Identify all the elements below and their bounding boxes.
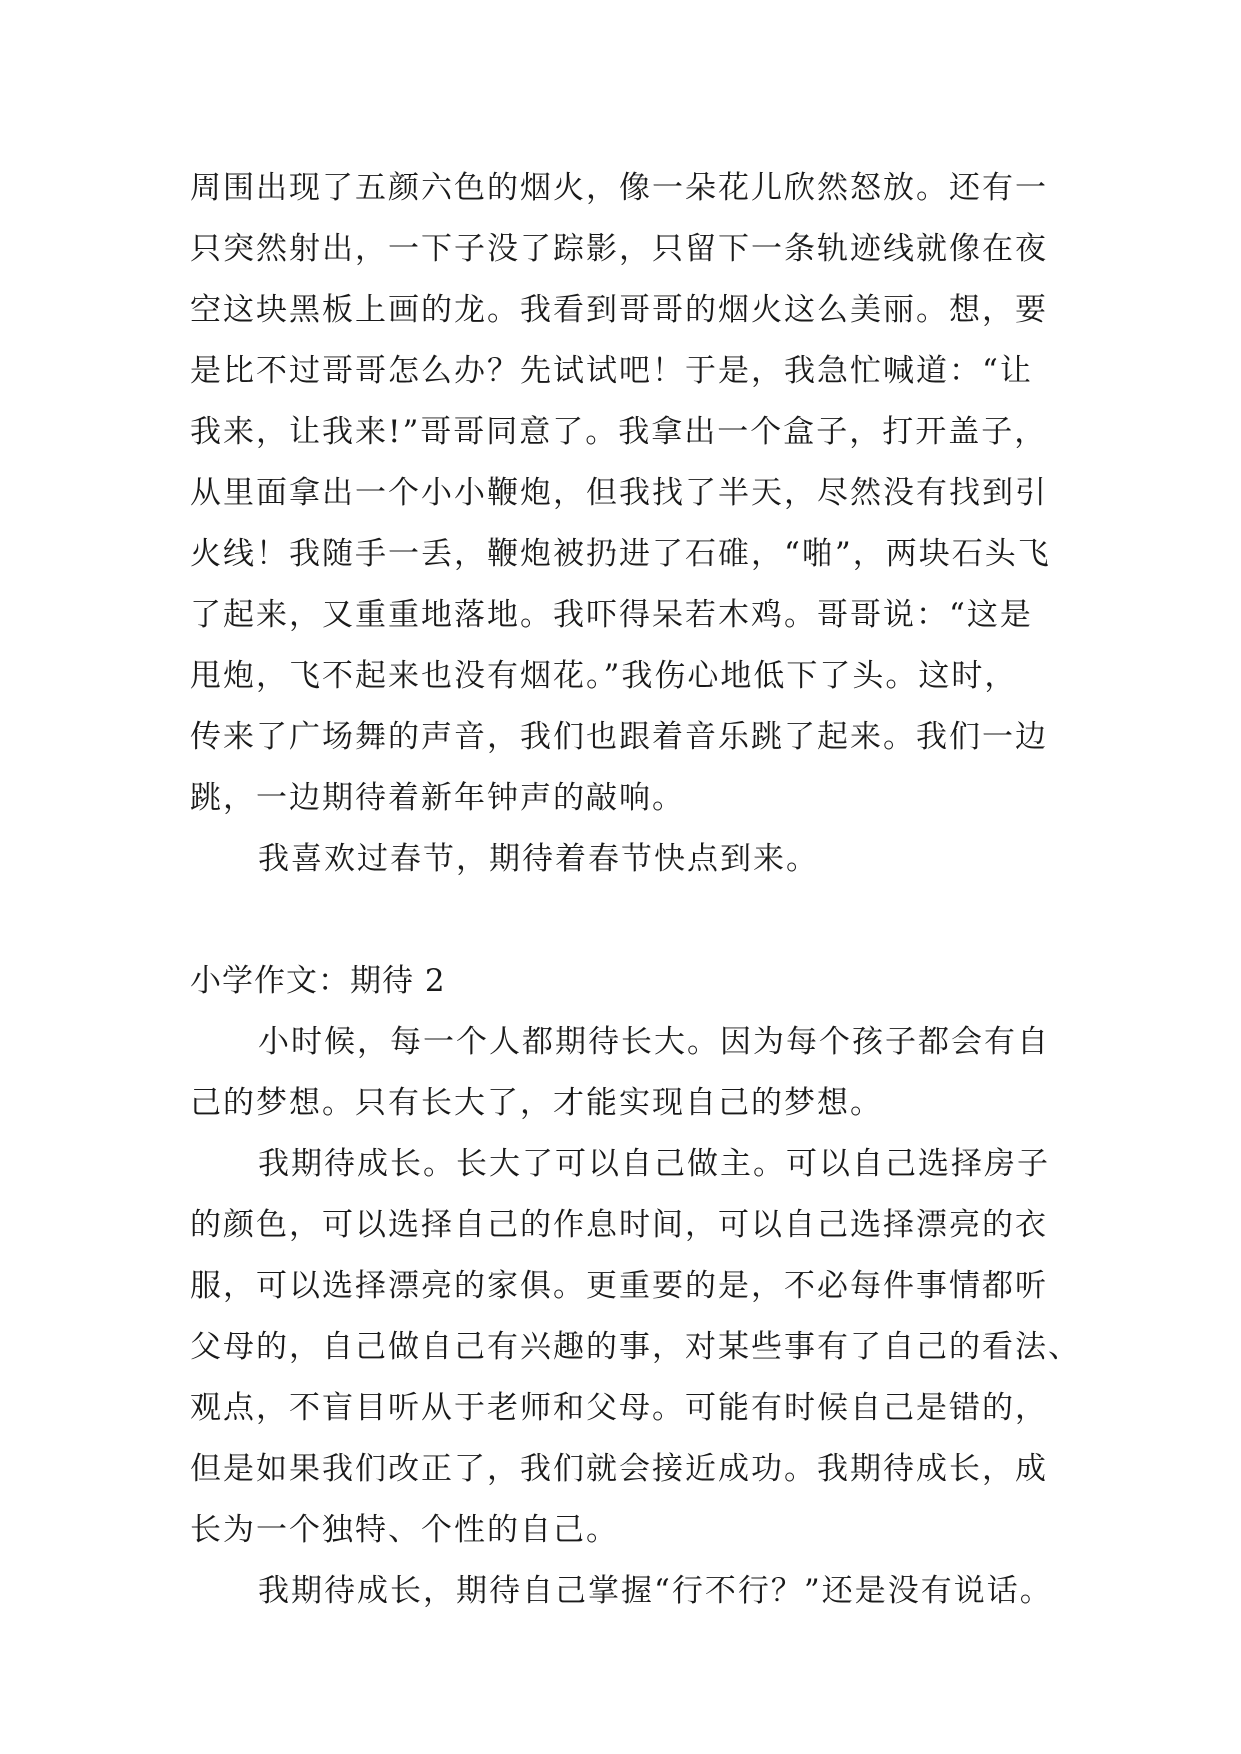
closing-paragraph: 我喜欢过春节，期待着春节快点到来。 bbox=[258, 841, 819, 877]
text-line: 观点，不盲目听从于老师和父母。可能有时候自己是错的， bbox=[190, 1390, 1048, 1426]
section-gap bbox=[190, 890, 1062, 951]
text-line: 父母的，自己做自己有兴趣的事，对某些事有了自己的看法、 bbox=[190, 1329, 1081, 1365]
paragraph-continued bbox=[190, 158, 1062, 829]
text-line: 的颜色，可以选择自己的作息时间，可以自己选择漂亮的衣 bbox=[190, 1207, 1048, 1243]
text-line: 火线！我随手一丢，鞭炮被扔进了石碓，“啪”，两块石头飞 bbox=[190, 536, 1051, 572]
text-line: 是比不过哥哥怎么办？先试试吧！于是，我急忙喊道：“让 bbox=[190, 353, 1033, 389]
text-line: 周围出现了五颜六色的烟火，像一朵花儿欣然怒放。还有一 bbox=[190, 170, 1048, 206]
text-line: 从里面拿出一个小小鞭炮，但我找了半天，尽然没有找到引 bbox=[190, 475, 1048, 511]
essay-text bbox=[190, 158, 1081, 1622]
paragraph-3 bbox=[190, 1561, 1062, 1622]
text-line: 长为一个独特、个性的自己。 bbox=[190, 1512, 619, 1548]
text-line: 跳，一边期待着新年钟声的敲响。 bbox=[190, 780, 685, 816]
essay-title: 小学作文：期待 2 bbox=[190, 963, 446, 999]
paragraph-1 bbox=[190, 1012, 1062, 1134]
text-line: 我来，让我来!”哥哥同意了。我拿出一个盒子，打开盖子， bbox=[190, 414, 1048, 450]
text-line: 了起来，又重重地落地。我吓得呆若木鸡。哥哥说：“这是 bbox=[190, 597, 1033, 633]
text-line: 我期待成长，期待自己掌握“行不行？”还是没有说话。 bbox=[258, 1573, 1053, 1609]
paragraph-2 bbox=[190, 1134, 1081, 1561]
text-line: 空这块黑板上画的龙。我看到哥哥的烟火这么美丽。想，要 bbox=[190, 292, 1048, 328]
text-line: 小时候，每一个人都期待长大。因为每个孩子都会有自 bbox=[258, 1024, 1050, 1060]
text-line: 只突然射出，一下子没了踪影，只留下一条轨迹线就像在夜 bbox=[190, 231, 1048, 267]
text-line: 服，可以选择漂亮的家俱。更重要的是，不必每件事情都听 bbox=[190, 1268, 1048, 1304]
text-line: 但是如果我们改正了，我们就会接近成功。我期待成长，成 bbox=[190, 1451, 1048, 1487]
text-line: 传来了广场舞的声音，我们也跟着音乐跳了起来。我们一边 bbox=[190, 719, 1048, 755]
text-line: 甩炮，飞不起来也没有烟花。”我伤心地低下了头。这时， bbox=[190, 658, 1018, 694]
text-line: 我期待成长。长大了可以自己做主。可以自己选择房子 bbox=[258, 1146, 1050, 1182]
text-line: 己的梦想。只有长大了，才能实现自己的梦想。 bbox=[190, 1085, 883, 1121]
